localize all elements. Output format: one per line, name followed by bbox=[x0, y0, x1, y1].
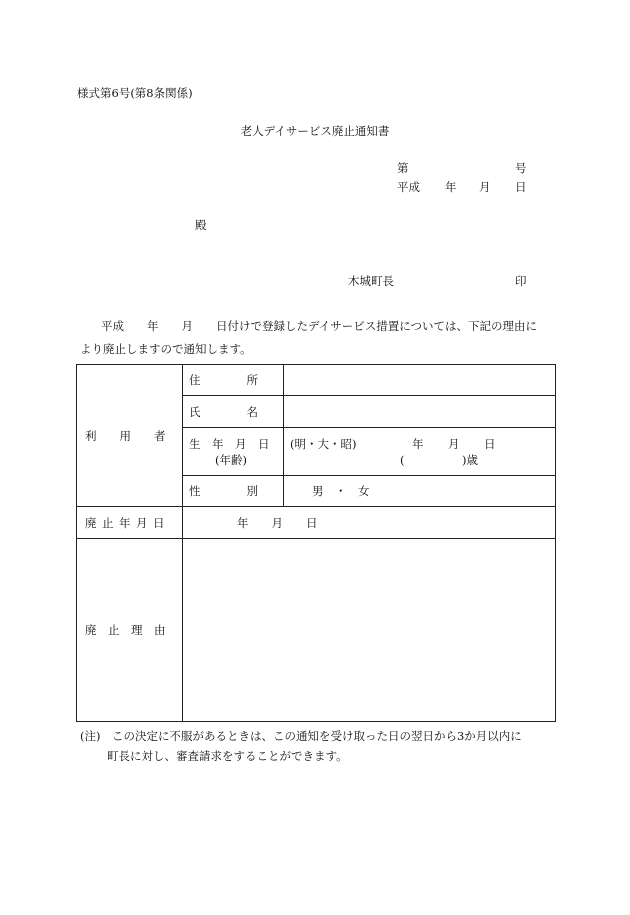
addressee-honorific: 殿 bbox=[195, 218, 207, 232]
gender-label-cell bbox=[183, 476, 284, 507]
address-value-cell[interactable] bbox=[284, 365, 556, 396]
user-label-cell bbox=[77, 365, 183, 507]
document-title: 老人デイサービス廃止通知書 bbox=[240, 124, 390, 138]
sender-name: 木城町長 bbox=[348, 274, 394, 288]
birth-value-cell[interactable] bbox=[284, 428, 556, 476]
age-label: (年齢) bbox=[215, 452, 247, 467]
issue-date-month: 月 bbox=[479, 180, 491, 194]
reference-suffix: 号 bbox=[515, 161, 527, 175]
gender-value-cell[interactable] bbox=[284, 476, 556, 507]
notice-body bbox=[80, 315, 560, 361]
abolish-date-value-cell[interactable] bbox=[183, 507, 556, 539]
birth-label: 生 年 月 日 bbox=[189, 436, 270, 451]
gender-options: 男 ・ 女 bbox=[312, 484, 370, 498]
reason-value-cell[interactable] bbox=[183, 539, 556, 722]
issue-date-day: 日 bbox=[515, 180, 527, 194]
form-number: 様式第6号(第8条関係) bbox=[77, 86, 193, 100]
abolish-date-label-cell bbox=[77, 507, 183, 539]
address-label: 住 所 bbox=[189, 373, 258, 387]
notice-table bbox=[76, 364, 556, 722]
address-label-cell bbox=[183, 365, 284, 396]
seal-mark: 印 bbox=[515, 274, 527, 288]
age-value: ( )歳 bbox=[400, 452, 478, 467]
issue-date-year: 年 bbox=[445, 180, 457, 194]
abolish-date-label: 廃止年月日 bbox=[85, 515, 170, 530]
reason-label-cell bbox=[77, 539, 183, 722]
birth-month-unit: 月 bbox=[448, 436, 460, 451]
notice-body-line-1: 平成 年 月 日付けで登録したデイサービス措置については、下記の理由に bbox=[101, 319, 537, 333]
user-label: 利 用 者 bbox=[85, 428, 166, 443]
name-label: 氏 名 bbox=[189, 404, 258, 419]
birth-day-unit: 日 bbox=[484, 436, 496, 451]
reason-label: 廃 止 理 由 bbox=[85, 623, 166, 637]
birth-year-unit: 年 bbox=[412, 436, 424, 451]
notice-body-line-2: より廃止しますので通知します。 bbox=[80, 342, 252, 356]
gender-label: 性 別 bbox=[189, 484, 258, 498]
footnote bbox=[80, 726, 560, 766]
name-label-cell bbox=[183, 396, 284, 428]
abolish-date-value: 年 月 日 bbox=[237, 515, 318, 530]
name-value-cell[interactable] bbox=[284, 396, 556, 428]
issue-date-era: 平成 bbox=[397, 180, 420, 194]
reference-prefix: 第 bbox=[397, 161, 409, 175]
birth-label-cell bbox=[183, 428, 284, 476]
footnote-line-1: (注) この決定に不服があるときは、この通知を受け取った日の翌日から3か月以内に bbox=[80, 729, 522, 743]
footnote-line-2: 町長に対し、審査請求をすることができます。 bbox=[107, 749, 348, 763]
birth-era-options: (明・大・昭) bbox=[290, 436, 357, 451]
